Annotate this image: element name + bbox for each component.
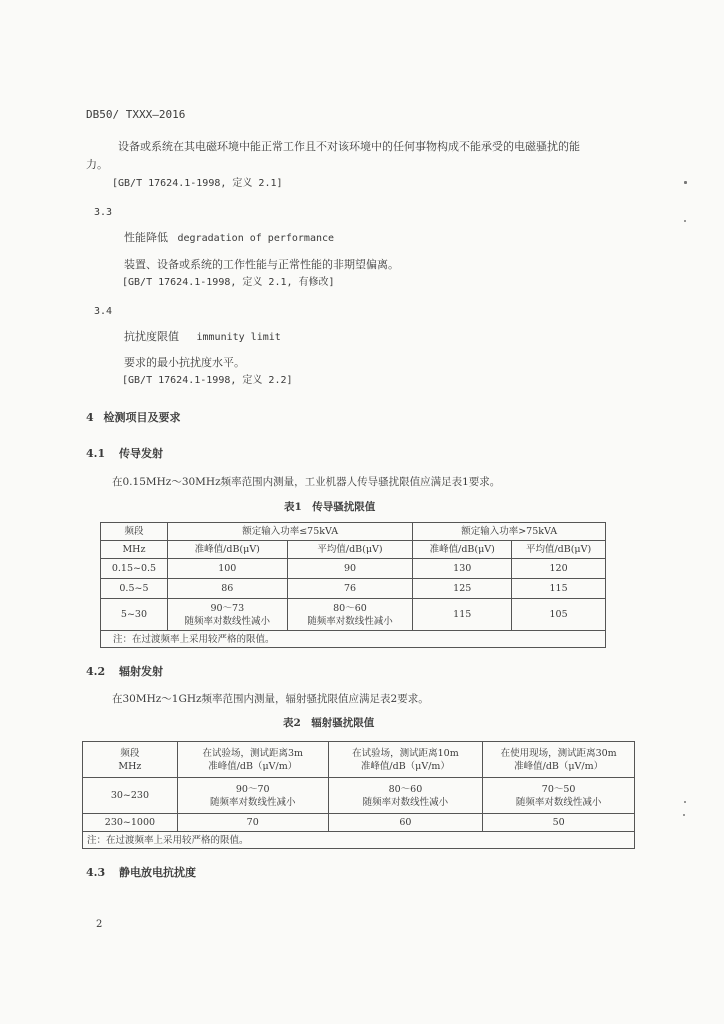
cell-value (177, 778, 328, 814)
header-col-2 (328, 742, 483, 778)
section-4-3-heading (86, 866, 196, 880)
table-row (83, 814, 635, 832)
table-2-caption: 表2 辐射骚扰限值 (283, 717, 375, 729)
cell-range: 80～60 (333, 602, 367, 614)
section-title: 静电放电抗扰度 (118, 866, 196, 879)
cell-value: 100 (167, 559, 287, 579)
document-code: DB50/ TXXX—2016 (86, 108, 186, 121)
cell-value: 130 (413, 559, 512, 579)
table-1-caption: 表1 传导骚扰限值 (284, 501, 376, 513)
cell-value: 105 (512, 599, 606, 631)
term-en: immunity limit (196, 332, 281, 343)
cell-value (167, 599, 287, 631)
header-qp: 准峰值/dB（μV/m） (208, 760, 298, 772)
section-4-1-paragraph: 在0.15MHz～30MHz频率范围内测量，工业机器人传导骚扰限值应满足表1要求。 (112, 476, 501, 488)
cell-band: 30~230 (83, 778, 178, 814)
header-band (83, 742, 178, 778)
section-4-2-paragraph: 在30MHz～1GHz频率范围内测量，辐射骚扰限值应满足表2要求。 (112, 693, 429, 705)
page-number: 2 (96, 919, 103, 930)
cell-band: 0.5~5 (101, 579, 168, 599)
header-avg: 平均值/dB(μV) (512, 541, 606, 559)
cell-note: 随频率对数线性减小 (307, 615, 393, 627)
intro-reference: [GB/T 17624.1-1998, 定义 2.1] (112, 178, 283, 189)
cell-value: 120 (512, 559, 606, 579)
cell-range: 90～73 (210, 602, 245, 614)
section-number: 4.1 (86, 447, 106, 460)
cell-range: 90～70 (235, 783, 270, 795)
scan-speck (684, 801, 686, 803)
section-3-4-number: 3.4 (94, 306, 113, 317)
intro-line-1: 设备或系统在其电磁环境中能正常工作且不对该环境中的任何事物构成不能承受的电磁骚扰的能 (118, 140, 580, 153)
section-number: 4.2 (86, 665, 106, 678)
section-4-heading (86, 411, 181, 425)
term-zh: 性能降低 (124, 231, 168, 244)
table-row (101, 579, 606, 599)
header-qp: 准峰值/dB（μV/m） (514, 760, 604, 772)
header-condition: 在试验场，测试距离10m (352, 747, 459, 759)
cell-range: 70～50 (541, 783, 576, 795)
cell-value (287, 599, 413, 631)
cell-value: 90 (287, 559, 413, 579)
cell-value: 70 (177, 814, 328, 832)
header-condition: 在使用现场，测试距离30m (500, 747, 617, 759)
cell-note: 随频率对数线性减小 (362, 796, 449, 808)
header-col-1 (177, 742, 328, 778)
header-band: 频段 (101, 523, 168, 541)
cell-note: 随频率对数线性减小 (184, 615, 271, 627)
cell-band: 230~1000 (83, 814, 178, 832)
table-1-note: 注：在过渡频率上采用较严格的限值。 (101, 631, 606, 648)
section-3-3-term (124, 231, 334, 246)
section-4-1-heading (86, 447, 163, 461)
header-col-3 (483, 742, 635, 778)
section-3-3-definition: 装置、设备或系统的工作性能与正常性能的非期望偏离。 (124, 258, 399, 271)
cell-value (328, 778, 483, 814)
section-4-2-heading (86, 665, 163, 679)
cell-note: 随频率对数线性减小 (515, 796, 602, 808)
cell-value (483, 778, 635, 814)
table-1 (100, 522, 606, 648)
cell-band: 0.15~0.5 (101, 559, 168, 579)
header-condition: 在试验场，测试距离3m (202, 747, 303, 759)
section-title: 检测项目及要求 (103, 411, 181, 424)
table-2 (82, 741, 635, 849)
cell-value: 60 (328, 814, 483, 832)
header-unit: MHz (118, 760, 142, 772)
section-3-3-number: 3.3 (94, 207, 113, 218)
scan-speck (684, 181, 687, 184)
header-unit: MHz (101, 541, 168, 559)
cell-value: 125 (413, 579, 512, 599)
cell-band: 5~30 (101, 599, 168, 631)
cell-value: 115 (413, 599, 512, 631)
table-row (101, 559, 606, 579)
header-qp: 准峰值/dB(μV) (413, 541, 512, 559)
section-title: 辐射发射 (118, 665, 163, 678)
term-zh: 抗扰度限值 (124, 330, 179, 343)
scan-speck (684, 220, 686, 222)
section-title: 传导发射 (118, 447, 163, 460)
table-row (83, 778, 635, 814)
table-row (101, 599, 606, 631)
table-2-note: 注：在过渡频率上采用较严格的限值。 (83, 832, 635, 849)
cell-value: 115 (512, 579, 606, 599)
cell-range: 80～60 (388, 783, 423, 795)
header-avg: 平均值/dB(μV) (287, 541, 413, 559)
section-number: 4 (86, 411, 94, 424)
header-group-2: 额定输入功率>75kVA (413, 523, 606, 541)
header-qp: 准峰值/dB(μV) (167, 541, 287, 559)
term-en: degradation of performance (177, 233, 335, 244)
intro-line-2: 力。 (86, 158, 108, 171)
cell-note: 随频率对数线性减小 (209, 796, 296, 808)
scan-speck (683, 814, 685, 816)
cell-value: 50 (483, 814, 635, 832)
cell-value: 76 (287, 579, 413, 599)
section-number: 4.3 (86, 866, 106, 879)
section-3-4-term (124, 330, 281, 345)
header-qp: 准峰值/dB（μV/m） (360, 760, 450, 772)
section-3-4-definition: 要求的最小抗扰度水平。 (124, 356, 245, 369)
section-3-4-reference: [GB/T 17624.1-1998, 定义 2.2] (122, 375, 293, 386)
header-band-label: 频段 (120, 747, 140, 759)
section-3-3-reference: [GB/T 17624.1-1998, 定义 2.1, 有修改] (122, 277, 335, 288)
cell-value: 86 (167, 579, 287, 599)
header-group-1: 额定输入功率≤75kVA (167, 523, 412, 541)
